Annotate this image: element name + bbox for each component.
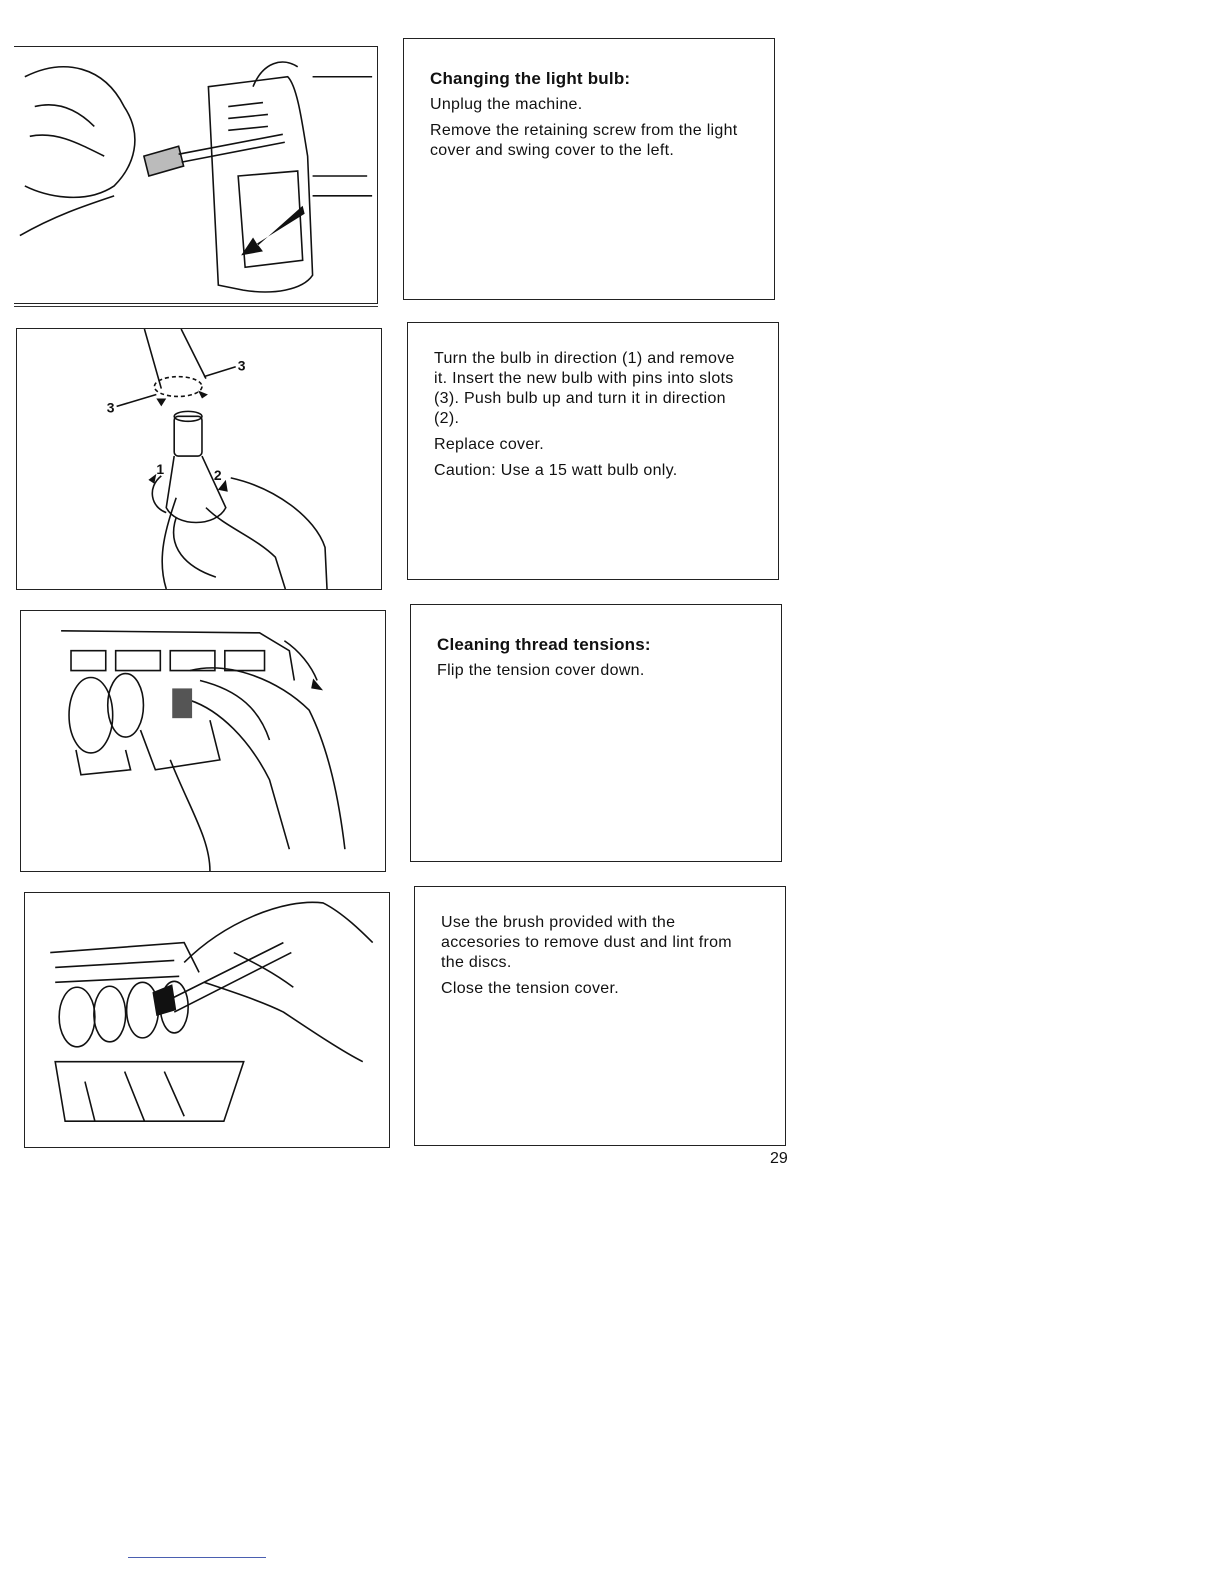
illustration-tension-cover (20, 610, 386, 872)
instruction-paragraph: Flip the tension cover down. (437, 662, 645, 679)
bulb-illustration (17, 329, 381, 589)
text-box-cleaning-tensions (410, 604, 782, 862)
instruction-paragraph: Unplug the machine. (430, 96, 583, 113)
callout-direction-2: 2 (213, 466, 222, 483)
section-heading: Cleaning thread tensions: (437, 635, 651, 654)
section-heading: Changing the light bulb: (430, 69, 631, 88)
illustration-bulb-replacement (16, 328, 382, 590)
brush-illustration (25, 893, 389, 1147)
callout-direction-1: 1 (156, 460, 165, 477)
instruction-paragraph: Use the brush provided with the accesories to remove dust and lint from the discs. (441, 914, 732, 971)
instruction-paragraph: Replace cover. (434, 436, 545, 453)
footnote-rule (128, 1557, 266, 1558)
screwdriver-illustration (14, 47, 377, 303)
caution-paragraph: Caution: Use a 15 watt bulb only. (434, 462, 678, 479)
text-box-bulb-steps (407, 322, 779, 580)
callout-slot-left: 3 (106, 399, 115, 416)
text-box-changing-bulb (403, 38, 775, 300)
divider-line (14, 306, 378, 307)
instruction-paragraph: Close the tension cover. (441, 980, 619, 997)
page-number: 29 (770, 1150, 788, 1167)
instruction-paragraph: Remove the retaining screw from the light cover and swing cover to the left. (430, 122, 738, 159)
illustration-screwdriver-light-cover (14, 46, 378, 304)
callout-slot-right: 3 (237, 357, 246, 374)
text-box-brush-discs (414, 886, 786, 1146)
tension-cover-illustration (21, 611, 385, 871)
instruction-paragraph: Turn the bulb in direction (1) and remove it. Insert the new bulb with pins into slots (3). Push bulb up and turn it in direction (2). (434, 350, 735, 427)
illustration-brush-discs (24, 892, 390, 1148)
